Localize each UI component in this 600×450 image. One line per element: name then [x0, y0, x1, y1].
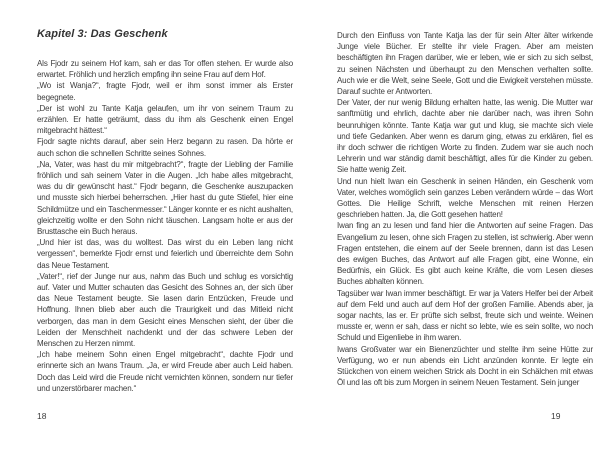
left-page-text: [37, 58, 293, 394]
paragraph: Der Vater, der nur wenig Bildung erhalten hatte, las wenig. Die Mutter war sanftmütig und ehrlich, dachte aber nie darüber nach, was ihren Sohn beunruhigen könnte. Tante Katja war gut und klug, sie machte sich viele und tiefe Gedanken. Aber wenn es darum ging, etwas zu erklären, fiel es ihr doch schwer die richtigen Worte zu finden. Zudem war sie auch noch Lehrerin und war ständig damit beschäftigt, alles für die Kinder zu geben. Sie hatte wenig Zeit.: [337, 98, 593, 175]
paragraph: Iwan fing an zu lesen und fand hier die Antworten auf seine Fragen. Das Evangelium zu lesen, ohne sich Fragen zu stellen, ist schwierig. Aber wenn Fragen entstehen, die einem auf der Seele brennen, dann ist das Lesen des ewigen Buches, das Antwort auf alle Fragen gibt, eine Wonne, ein Bedürfnis, ein Glück. Es gibt auch keine Kräfte, die vom Lesen dieses Buches abhalten können.: [337, 221, 593, 287]
paragraph: „Ich habe meinem Sohn einen Engel mitgebracht“, dachte Fjodr und erinnerte sich an Iwans Traum. „Ja, er wird Freude aber auch Leid haben. Doch das Leid wird die Freude nicht vernichten können, sondern nur tiefer und unzerstörbarer machen.“: [37, 350, 293, 393]
paragraph: Als Fjodr zu seinem Hof kam, sah er das Tor offen stehen. Er wurde also erwartet. Fröhlich und herzlich empfing ihn seine Frau auf dem Hof.: [37, 59, 293, 80]
right-page-number: 19: [551, 411, 561, 421]
paragraph: Fjodr sagte nichts darauf, aber sein Herz begann zu rasen. Da hörte er auch schon die schnellen Schritte seines Sohnes.: [37, 137, 293, 158]
left-page: [37, 0, 293, 450]
paragraph: „Wo ist Wanja?“, fragte Fjodr, weil er ihm sonst immer als Erster begegnete.: [37, 81, 293, 102]
paragraph: Tagsüber war Iwan immer beschäftigt. Er war ja Vaters Helfer bei der Arbeit auf dem Feld und auch auf dem Hof der großen Familie. Abends aber, ja sogar nachts, las er. Er prüfte sich selbst, freute sich und weinte. Weinen musste er, wenn er sah, dass er nicht so lebte, wie es sein sollte, wo noch Schuld und Eigenliebe in ihm waren.: [337, 288, 593, 343]
paragraph: „Der ist wohl zu Tante Katja gelaufen, um ihr von seinem Traum zu erzählen. Er hatte geträumt, dass du ihm als Geschenk einen Engel mitgebracht hättest.“: [37, 103, 293, 136]
paragraph: „Und hier ist das, was du wolltest. Das wirst du ein Leben lang nicht vergessen“, bemerkte Fjodr ernst und feierlich und überreichte dem Sohn das Neue Testament.: [37, 238, 293, 270]
left-page-number: 18: [37, 411, 47, 421]
chapter-title: Kapitel 3: Das Geschenk: [37, 28, 168, 40]
paragraph: „Na, Vater, was hast du mir mitgebracht?“, fragte der Liebling der Familie fröhlich und sah seinem Vater in die Augen. „Ich habe alles mitgebracht, was du dir gewünscht hast.“ Fjodr begann, die Geschenke auszupacken und musste sich hierbei beherrschen. „Hier hast du gute Stiefel, hier eine Schildmütze und ein Taschenmesser.“ Länger konnte er es nicht aushalten, gleichzeitig wollte er den Sohn nicht täuschen. Langsam holte er aus der Brusttasche ein Buch heraus.: [37, 159, 293, 237]
paragraph: Durch den Einfluss von Tante Katja las der für sein Alter älter wirkende Junge viele Bücher. Er stellte ihr viele Fragen. Aber am meisten beschäftigten ihn Fragen darüber, wie er leben, wie er sich zu sich selbst, zu seinen Nächsten und überhaupt zu den Menschen verhalten sollte. Auch wie er die Welt, seine Seele, Gott und die Ewigkeit verstehen müsste. Darauf suchte er Antworten.: [337, 31, 593, 97]
right-page-text: [337, 30, 593, 389]
paragraph: Und nun hielt Iwan ein Geschenk in seinen Händen, ein Geschenk vom Vater, welches womöglich sein ganzes Leben verändern würde – das Wort Gottes. Die Heilige Schrift, welche Menschen mit reinen Herzen geschrieben hatten. Ja, die Gott gesehen hatten!: [337, 176, 593, 220]
paragraph: „Vater!“, rief der Junge nur aus, nahm das Buch und schlug es vorsichtig auf. Vater und Mutter schauten das Gesicht des Sohnes an, der sich über das Neue Testament beugte. Sie lasen darin Entzücken, Freude und Hoffnung. Ihnen blieb aber auch die Traurigkeit und das Mitleid nicht verborgen, das man in dem Gesicht eines Menschen sieht, der über die Leiden der Menschheit nachdenkt und der das schwere Leben der Menschen zu Herzen nimmt.: [37, 271, 293, 349]
right-page: [337, 0, 593, 450]
paragraph: Iwans Großvater war ein Bienenzüchter und stellte ihm seine Hütte zur Verfügung, wo er nun abends ein Licht anzünden konnte. Er legte ein Stückchen von einem weichen Strick als Docht in ein Schälchen mit etwas Öl und las oft bis zum Morgen in seinem Neuen Testament. Sein junger: [337, 344, 593, 388]
